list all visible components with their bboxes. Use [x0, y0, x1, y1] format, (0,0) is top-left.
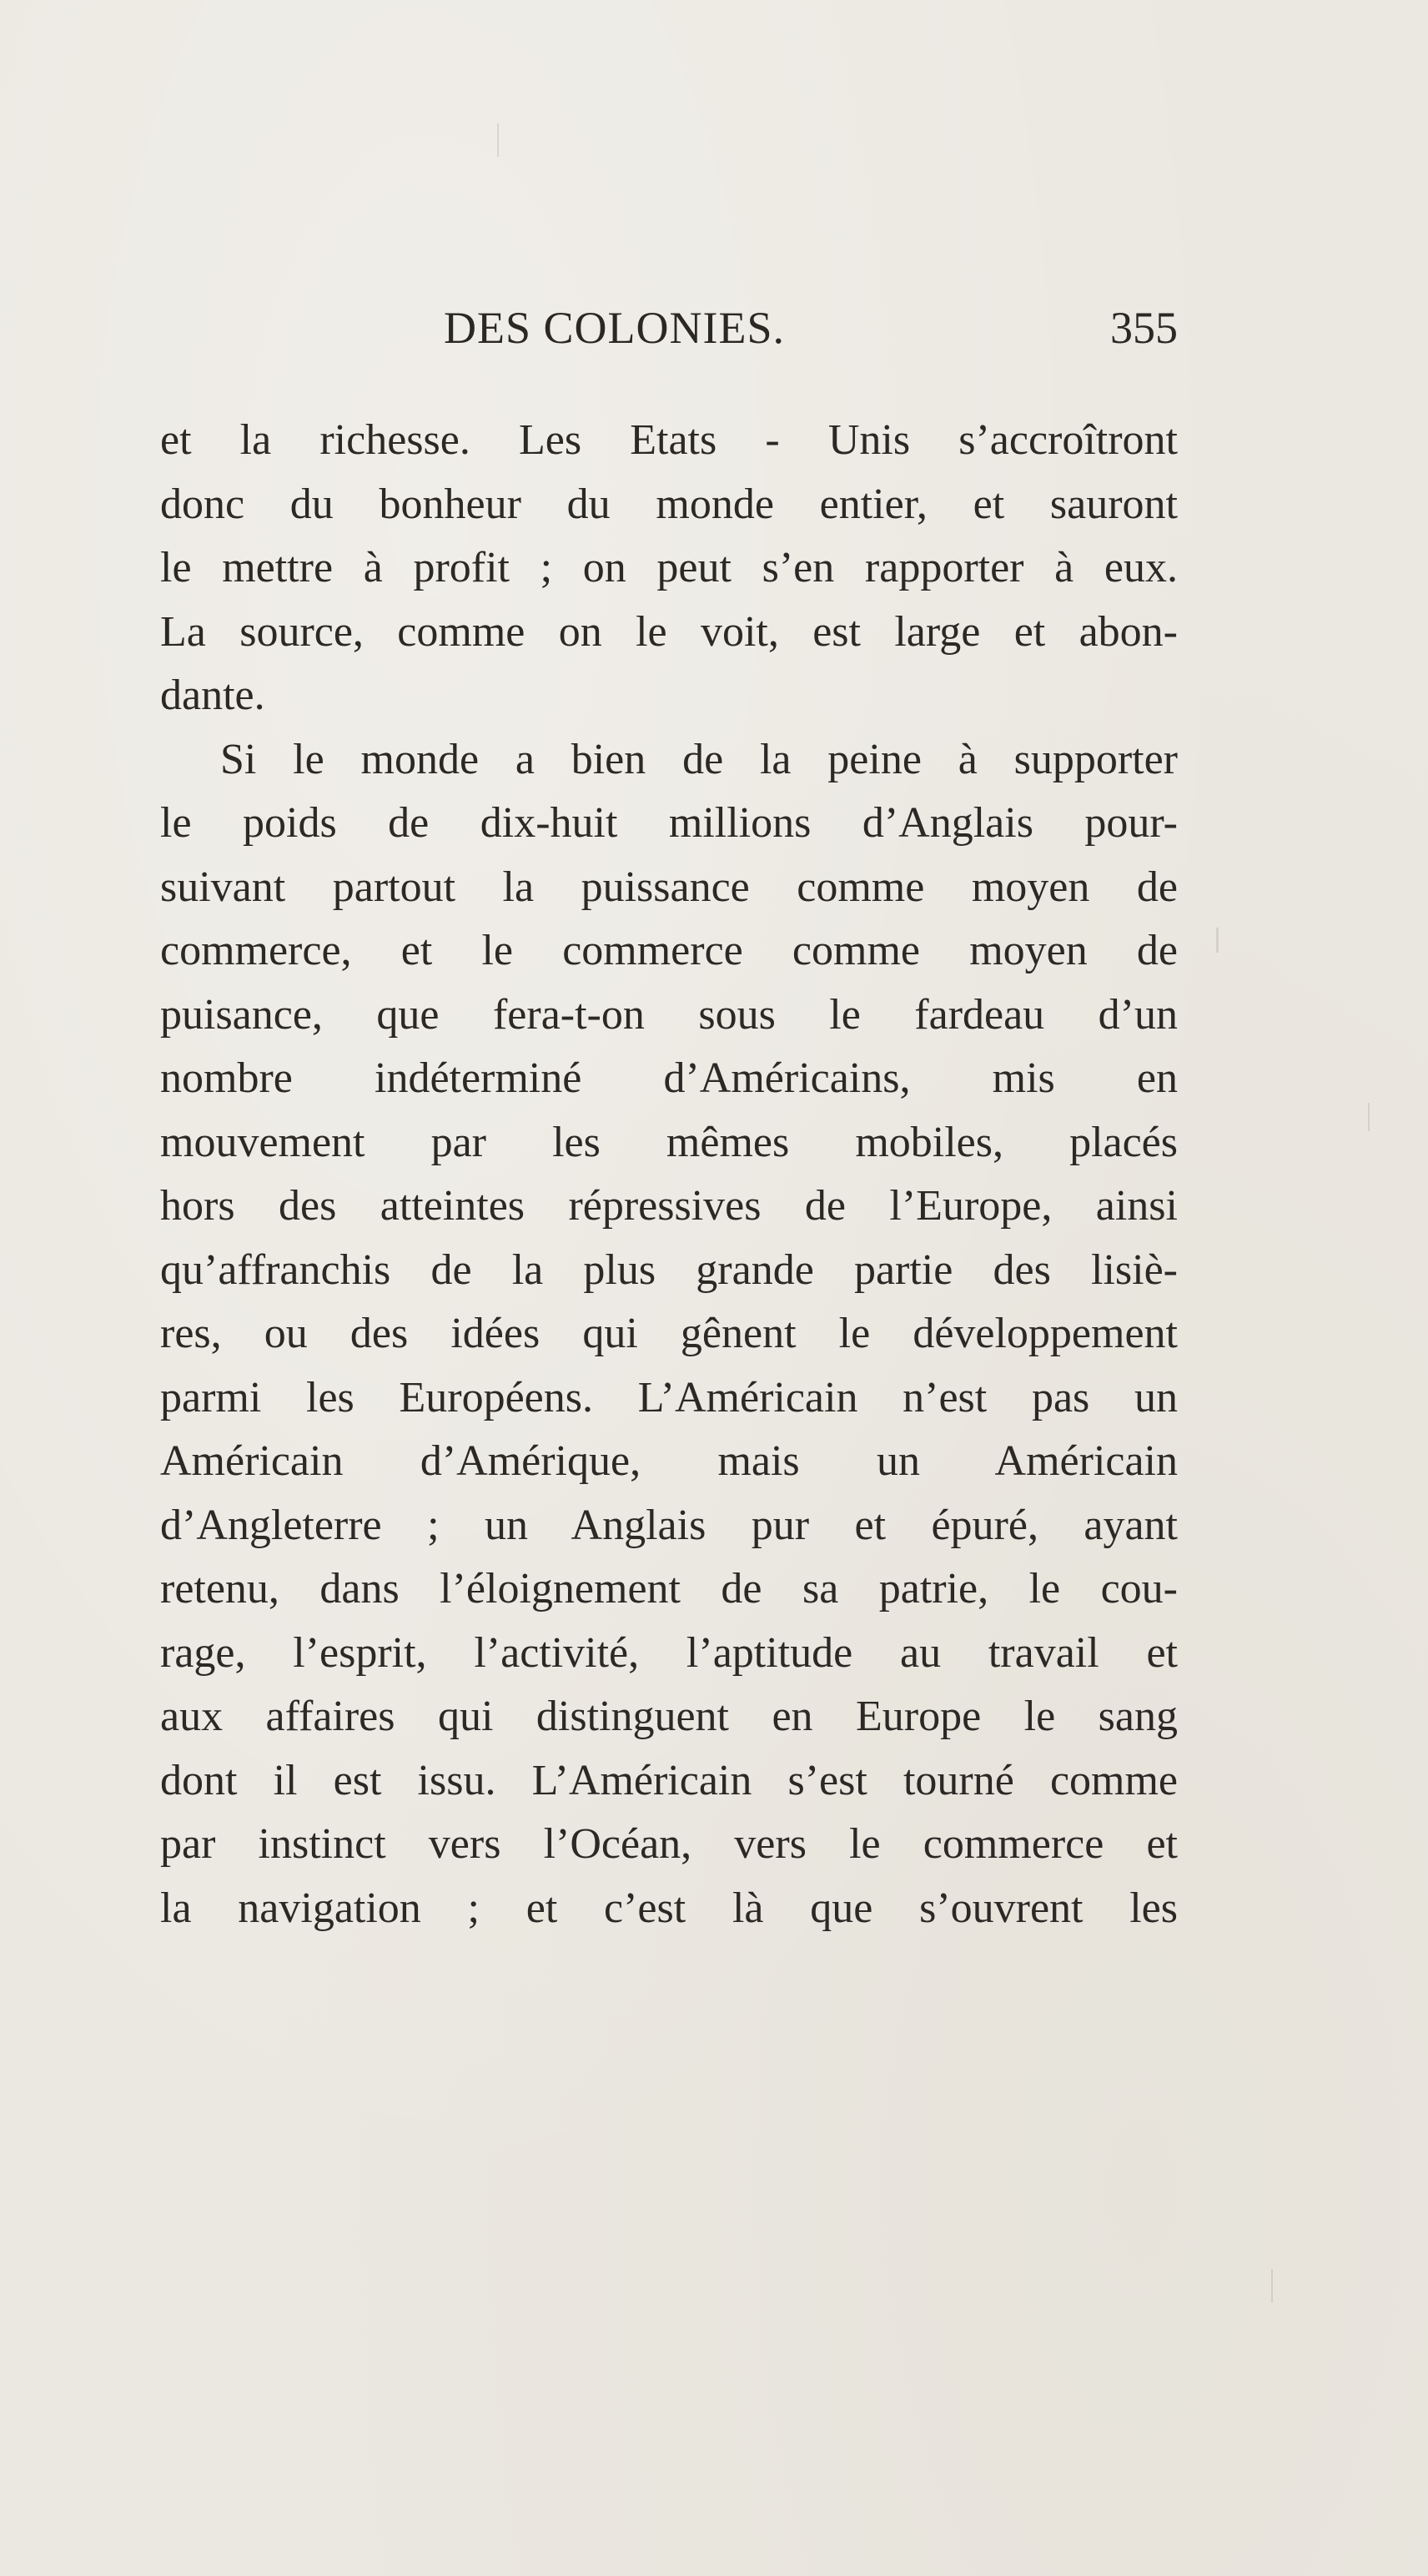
page-number: 355	[1110, 303, 1178, 353]
text-line: hors des atteintes répressives de l’Europe, ainsi	[160, 1182, 1178, 1230]
text-line: Si le monde a bien de la peine à supporter	[220, 735, 1178, 783]
text-line: et la richesse. Les Etats - Unis s’accroîtront	[160, 416, 1178, 464]
text-line: res, ou des idées qui gênent le développement	[160, 1310, 1178, 1357]
text-line: dante.	[160, 672, 265, 719]
text-line: aux affaires qui distinguent en Europe le sang	[160, 1693, 1178, 1740]
text-line: d’Angleterre ; un Anglais pur et épuré, ayant	[160, 1501, 1178, 1549]
paper-blemish	[1368, 1103, 1370, 1131]
paper-blemish	[1216, 928, 1219, 953]
text-line: rage, l’esprit, l’activité, l’aptitude au travail et	[160, 1628, 1178, 1677]
text-line: qu’affranchis de la plus grande partie des lisiè-	[160, 1245, 1178, 1294]
text-line: la navigation ; et c’est là que s’ouvrent les	[160, 1884, 1178, 1932]
running-head: DES COLONIES.	[444, 303, 786, 353]
text-line: nombre indéterminé d’Américains, mis en	[160, 1054, 1178, 1102]
text-line: mouvement par les mêmes mobiles, placés	[160, 1118, 1178, 1166]
text-line: parmi les Européens. L’Américain n’est pas un	[160, 1373, 1178, 1421]
text-line: dont il est issu. L’Américain s’est tourné comme	[160, 1756, 1178, 1804]
text-line: commerce, et le commerce comme moyen de	[160, 927, 1178, 974]
text-line: retenu, dans l’éloignement de sa patrie, le cou-	[160, 1565, 1178, 1613]
text-line: puisance, que fera-t-on sous le fardeau d’un	[160, 990, 1178, 1039]
paper-blemish	[1271, 2269, 1273, 2302]
body-text	[160, 409, 1178, 1940]
text-line: La source, comme on le voit, est large et abon-	[160, 607, 1178, 656]
text-line: donc du bonheur du monde entier, et sauront	[160, 480, 1178, 528]
text-line: Américain d’Amérique, mais un Américain	[160, 1437, 1178, 1485]
text-line: le mettre à profit ; on peut s’en rapporter à eux.	[160, 544, 1178, 591]
page-header	[444, 302, 1178, 369]
text-line: le poids de dix-huit millions d’Anglais pour-	[160, 799, 1178, 847]
paper-blemish	[497, 123, 499, 157]
text-line: suivant partout la puissance comme moyen de	[160, 863, 1178, 911]
text-line: par instinct vers l’Océan, vers le commerce et	[160, 1820, 1178, 1868]
